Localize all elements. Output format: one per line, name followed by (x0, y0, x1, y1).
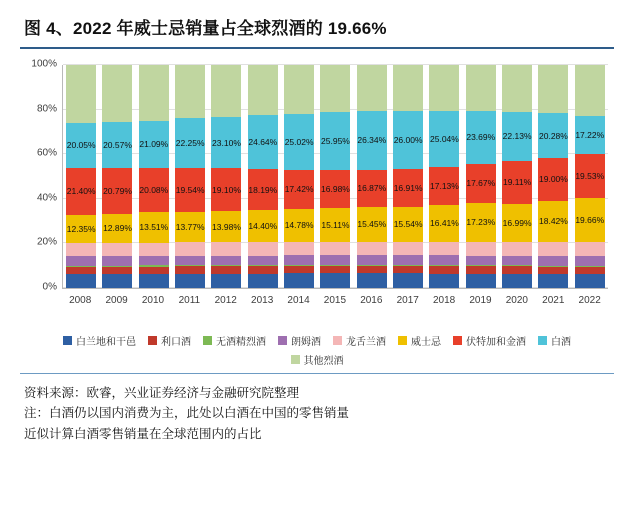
bar-segment[interactable] (248, 65, 278, 114)
bar-segment[interactable] (502, 204, 532, 242)
bar-data-label: 12.89% (103, 223, 132, 234)
bar-data-label: 19.53% (575, 171, 605, 181)
bar-data-label: 21.09% (139, 139, 169, 150)
legend-label: 朗姆酒 (291, 337, 321, 348)
bar-data-label: 17.22% (575, 130, 605, 141)
bar-segment[interactable] (175, 118, 205, 168)
bar-data-label: 19.10% (212, 184, 241, 195)
bar-segment[interactable] (66, 256, 96, 265)
legend-item[interactable] (453, 333, 526, 348)
bar-segment[interactable] (538, 201, 568, 242)
bar-data-label: 16.98% (321, 184, 350, 194)
bar-segment[interactable] (466, 242, 496, 256)
stacked-bar[interactable] (502, 65, 532, 288)
bar-segment[interactable] (393, 65, 423, 111)
bar-data-label: 16.87% (357, 183, 387, 194)
bar-segment[interactable] (429, 242, 459, 256)
bar-data-label: 24.64% (248, 136, 278, 147)
stacked-bar[interactable] (538, 65, 568, 288)
bar-segment[interactable] (320, 242, 350, 256)
bar-data-label: 14.78% (284, 220, 314, 231)
bar-segment[interactable] (575, 65, 605, 116)
stacked-bar[interactable] (575, 65, 605, 288)
x-axis-tick-label: 2008 (69, 295, 92, 306)
bar-segment[interactable] (502, 242, 532, 256)
bar-segment[interactable] (102, 168, 132, 214)
bar-segment[interactable] (575, 267, 605, 275)
bar-data-label: 15.11% (321, 219, 350, 230)
bar-data-label: 26.00% (393, 135, 423, 146)
stacked-bar[interactable] (175, 65, 205, 288)
bar-data-label: 20.57% (103, 139, 132, 150)
bar-data-label: 15.54% (393, 219, 423, 230)
bar-segment[interactable] (320, 170, 350, 208)
figure-title: 图 4、2022 年威士忌销量占全球烈酒的 19.66% (24, 19, 387, 38)
bar-segment[interactable] (66, 274, 96, 288)
bar-segment[interactable] (357, 242, 387, 256)
bar-data-label: 12.35% (66, 223, 96, 234)
legend-item[interactable] (333, 333, 386, 348)
bar-segment[interactable] (575, 154, 605, 198)
bar-data-label: 16.99% (502, 217, 532, 228)
bar-segment[interactable] (66, 168, 96, 216)
y-axis-tick-label: 60% (36, 147, 57, 159)
bar-data-label: 25.04% (430, 133, 459, 144)
bar-data-label: 22.13% (502, 131, 532, 142)
bar-segment[interactable] (211, 266, 241, 273)
x-axis-tick-label: 2016 (360, 295, 383, 306)
bar-segment[interactable] (139, 212, 169, 242)
legend-swatch (278, 336, 287, 345)
bar-segment[interactable] (320, 208, 350, 242)
plot-region (31, 58, 608, 293)
bar-segment[interactable] (502, 256, 532, 265)
legend-label: 其他烈酒 (303, 356, 344, 367)
bar-data-label: 23.69% (466, 132, 496, 143)
bar-data-label: 23.10% (212, 137, 241, 148)
x-axis (62, 295, 608, 311)
bar-segment[interactable] (175, 256, 205, 265)
bar-segment[interactable] (502, 65, 532, 112)
source-note: 资料来源：欧睿，兴业证券经济与金融研究院整理 (24, 386, 300, 400)
bar-segment[interactable] (139, 65, 169, 121)
x-axis-tick-label: 2013 (251, 295, 274, 306)
bar-segment[interactable] (248, 115, 278, 170)
bar-segment[interactable] (429, 111, 459, 167)
legend-swatch (453, 336, 462, 345)
figure-notes (18, 380, 616, 444)
bar-segment[interactable] (284, 170, 314, 209)
bar-data-label: 16.91% (393, 183, 423, 194)
legend-swatch (203, 336, 212, 345)
legend-item[interactable] (278, 333, 321, 348)
chart-area (18, 59, 616, 327)
bar-segment[interactable] (575, 198, 605, 242)
bar-segment[interactable] (66, 123, 96, 168)
bar-segment[interactable] (175, 274, 205, 288)
stacked-bar[interactable] (211, 65, 241, 288)
legend-item[interactable] (63, 333, 136, 348)
stacked-bar[interactable] (284, 65, 314, 288)
x-axis-tick-label: 2010 (141, 295, 165, 306)
bar-segment[interactable] (575, 116, 605, 154)
bar-data-label: 14.40% (248, 221, 278, 232)
bar-segment[interactable] (357, 255, 387, 264)
bar-segment[interactable] (502, 274, 532, 288)
bar-segment[interactable] (175, 65, 205, 118)
bar-segment[interactable] (466, 274, 496, 288)
bar-segment[interactable] (211, 65, 241, 117)
bar-segment[interactable] (102, 243, 132, 257)
bar-data-label: 20.05% (66, 140, 96, 151)
bar-data-label: 18.42% (539, 216, 568, 227)
bar-segment[interactable] (284, 255, 314, 264)
bar-segment[interactable] (211, 117, 241, 168)
bar-segment[interactable] (66, 267, 96, 274)
bar-data-label: 17.42% (284, 184, 314, 195)
stacked-bar[interactable] (139, 65, 169, 288)
legend-label: 威士忌 (411, 337, 441, 348)
x-axis-tick-label: 2021 (542, 295, 565, 306)
y-axis-tick-label: 100% (31, 58, 57, 70)
bar-data-label: 25.02% (284, 137, 314, 148)
bar-segment[interactable] (538, 242, 568, 256)
bar-segment[interactable] (502, 161, 532, 204)
x-axis-tick-label: 2015 (323, 295, 347, 306)
bar-segment[interactable] (357, 266, 387, 274)
bar-segment[interactable] (175, 212, 205, 243)
bar-data-label: 20.28% (539, 130, 568, 141)
y-axis-tick-label: 80% (36, 103, 57, 115)
bar-segment[interactable] (102, 267, 132, 274)
legend-item[interactable] (203, 333, 266, 348)
bar-data-label: 16.41% (430, 218, 459, 229)
bar-segment[interactable] (575, 242, 605, 257)
stacked-bar[interactable] (102, 65, 132, 288)
bar-segment[interactable] (393, 169, 423, 207)
bar-segment[interactable] (248, 242, 278, 256)
bar-segment[interactable] (538, 256, 568, 265)
stacked-bar[interactable] (248, 65, 278, 288)
stacked-bar[interactable] (320, 65, 350, 288)
bar-data-label: 18.19% (248, 184, 278, 195)
bar-segment[interactable] (102, 122, 132, 168)
bar-segment[interactable] (248, 266, 278, 273)
bar-segment[interactable] (284, 242, 314, 256)
bar-segment[interactable] (211, 256, 241, 265)
bar-segment[interactable] (393, 255, 423, 264)
bar-segment[interactable] (211, 211, 241, 242)
x-axis-tick-label: 2012 (214, 295, 237, 306)
bar-segment[interactable] (66, 243, 96, 257)
bar-segment[interactable] (357, 111, 387, 170)
bar-segment[interactable] (429, 255, 459, 264)
x-axis-tick-label: 2020 (505, 295, 528, 306)
bar-segment[interactable] (139, 121, 169, 168)
bar-segment[interactable] (175, 242, 205, 256)
legend-swatch (291, 355, 300, 364)
bar-segment[interactable] (429, 167, 459, 205)
bar-data-label: 13.77% (175, 221, 205, 232)
x-axis-tick-label: 2011 (178, 295, 201, 306)
bar-segment[interactable] (320, 255, 350, 264)
x-axis-tick-label: 2018 (432, 295, 456, 306)
bar-segment[interactable] (320, 266, 350, 274)
bar-segment[interactable] (538, 65, 568, 113)
bar-segment[interactable] (175, 168, 205, 212)
stacked-bar[interactable] (429, 65, 459, 288)
bar-segment[interactable] (538, 158, 568, 200)
bar-segment[interactable] (320, 112, 350, 170)
bar-segment[interactable] (393, 242, 423, 256)
bar-segment[interactable] (102, 65, 132, 122)
bar-segment[interactable] (284, 209, 314, 242)
bar-segment[interactable] (175, 266, 205, 273)
legend-label: 白酒 (551, 337, 571, 348)
note-line-2: 近似计算白酒零售销量在全球范围内的占比 (24, 426, 262, 441)
legend-swatch (63, 336, 72, 345)
legend-swatch (333, 336, 342, 345)
x-axis-tick-label: 2014 (287, 295, 310, 306)
bar-segment[interactable] (284, 114, 314, 170)
bar-segment[interactable] (139, 267, 169, 274)
bar-segment[interactable] (466, 65, 496, 111)
bar-data-label: 26.34% (357, 135, 387, 146)
bar-segment[interactable] (284, 273, 314, 288)
bar-data-label: 13.51% (139, 222, 169, 233)
legend-label: 白兰地和干邑 (76, 337, 136, 348)
bar-segment[interactable] (248, 210, 278, 242)
bar-segment[interactable] (139, 168, 169, 213)
bar-data-label: 19.11% (502, 177, 532, 188)
bar-data-label: 17.13% (430, 180, 459, 191)
bar-segment[interactable] (502, 266, 532, 274)
bar-segment[interactable] (429, 266, 459, 274)
title-divider (20, 47, 614, 49)
bar-segment[interactable] (538, 267, 568, 275)
chart-legend (37, 333, 597, 367)
bar-segment[interactable] (393, 266, 423, 274)
bar-data-label: 13.98% (212, 221, 241, 232)
y-axis-tick-label: 40% (36, 192, 57, 204)
bar-segment[interactable] (284, 266, 314, 273)
bar-segment[interactable] (211, 168, 241, 211)
bar-segment[interactable] (357, 65, 387, 111)
bar-segment[interactable] (466, 256, 496, 265)
legend-item[interactable] (538, 333, 571, 348)
y-axis-tick-label: 0% (42, 281, 57, 293)
notes-divider (20, 373, 614, 374)
bar-segment[interactable] (320, 65, 350, 112)
bar-segment[interactable] (466, 203, 496, 241)
bar-segment[interactable] (393, 111, 423, 169)
bar-data-label: 19.54% (175, 184, 205, 195)
y-axis-tick-label: 20% (36, 236, 57, 248)
bar-segment[interactable] (357, 207, 387, 241)
bar-segment[interactable] (248, 274, 278, 288)
bar-data-label: 25.95% (321, 136, 350, 147)
bar-segment[interactable] (393, 207, 423, 242)
bar-data-label: 20.79% (103, 185, 132, 196)
legend-label: 伏特加和金酒 (466, 337, 526, 348)
x-axis-tick-label: 2019 (469, 295, 492, 306)
bar-segment[interactable] (248, 169, 278, 210)
bar-segment[interactable] (320, 273, 350, 288)
bar-group (63, 65, 608, 288)
x-axis-tick-label: 2009 (105, 295, 128, 306)
bar-segment[interactable] (357, 273, 387, 288)
bar-data-label: 15.45% (357, 219, 387, 230)
bar-segment[interactable] (211, 274, 241, 288)
x-axis-tick-label: 2022 (578, 295, 601, 306)
bar-segment[interactable] (429, 274, 459, 288)
bar-segment[interactable] (66, 215, 96, 243)
bar-segment[interactable] (248, 256, 278, 265)
bar-data-label: 17.23% (466, 217, 496, 228)
bar-segment[interactable] (211, 242, 241, 256)
legend-swatch (398, 336, 407, 345)
legend-item[interactable] (398, 333, 441, 348)
bar-segment[interactable] (466, 164, 496, 203)
bar-segment[interactable] (502, 112, 532, 161)
x-axis-tick-label: 2017 (396, 295, 419, 306)
bar-segment[interactable] (429, 205, 459, 242)
bar-segment[interactable] (575, 256, 605, 265)
bar-segment[interactable] (139, 243, 169, 257)
legend-item[interactable] (148, 333, 191, 348)
bar-segment[interactable] (429, 65, 459, 111)
bar-segment[interactable] (575, 274, 605, 288)
bar-segment[interactable] (139, 256, 169, 265)
bar-segment[interactable] (139, 274, 169, 288)
bar-segment[interactable] (538, 274, 568, 288)
stacked-bar[interactable] (66, 65, 96, 288)
legend-label: 无酒精烈酒 (216, 337, 266, 348)
bar-segment[interactable] (102, 256, 132, 265)
bar-segment[interactable] (102, 274, 132, 288)
bar-segment[interactable] (102, 214, 132, 243)
bar-segment[interactable] (357, 170, 387, 208)
bar-data-label: 22.25% (175, 138, 205, 149)
legend-swatch (148, 336, 157, 345)
note-line-1: 注：白酒仍以国内消费为主，此处以白酒在中国的零售销量 (24, 406, 350, 421)
legend-label: 利口酒 (161, 337, 191, 348)
legend-item[interactable] (291, 352, 344, 367)
bar-data-label: 17.67% (466, 178, 496, 189)
bar-segment[interactable] (466, 266, 496, 274)
stacked-bar[interactable] (357, 65, 387, 288)
bar-data-label: 20.08% (139, 184, 169, 195)
bar-segment[interactable] (538, 113, 568, 158)
bar-segment[interactable] (284, 65, 314, 114)
bar-segment[interactable] (66, 65, 96, 123)
bar-data-label: 19.00% (539, 174, 568, 185)
stacked-bar[interactable] (393, 65, 423, 288)
bar-segment[interactable] (393, 273, 423, 288)
stacked-bar[interactable] (466, 65, 496, 288)
legend-swatch (538, 336, 547, 345)
bar-data-label: 21.40% (66, 186, 96, 197)
bar-data-label: 19.66% (575, 214, 605, 225)
legend-label: 龙舌兰酒 (346, 337, 386, 348)
bar-segment[interactable] (466, 111, 496, 164)
